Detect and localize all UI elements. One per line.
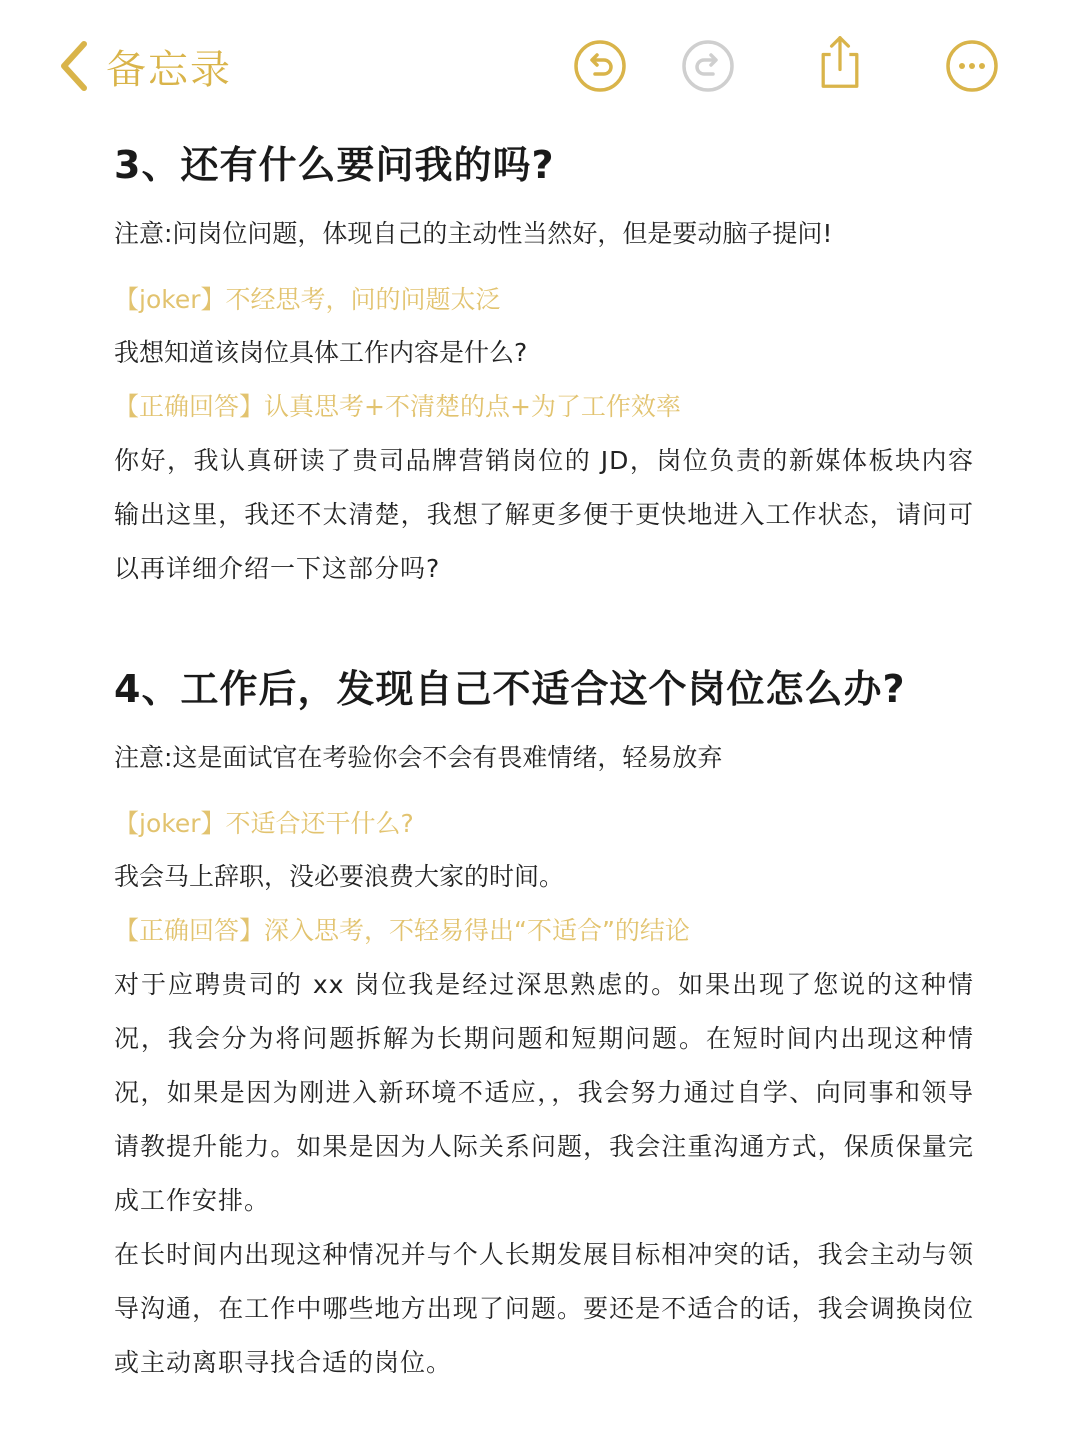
undo-button[interactable]	[572, 38, 628, 94]
section-4-correct-answer-1: 对于应聘贵司的 xx 岗位我是经过深思熟虑的。如果出现了您说的这种情况，我会分为将问题拆解为长期问题和短期问题。在短时间内出现这种情况，如果是因为刚进入新环境不适应，，我会努力通过自学、向同事和领导请教提升能力。如果是因为人际关系问题，我会注重沟通方式，保质保量完成工作安排。	[114, 970, 974, 1215]
more-button[interactable]	[944, 38, 1000, 94]
back-label: 备忘录	[106, 46, 232, 93]
section-3-joker-label: 【joker】不经思考，问的问题太泛	[114, 285, 501, 314]
section-4-correct-label: 【正确回答】深入思考，不轻易得出“不适合”的结论	[114, 916, 690, 945]
section-4-correct-answer-2: 在长时间内出现这种情况并与个人长期发展目标相冲突的话，我会主动与领导沟通，在工作中哪些地方出现了问题。要还是不适合的话，我会调换岗位或主动离职寻找合适的岗位。	[114, 1240, 974, 1377]
note-body[interactable]	[114, 130, 974, 1390]
section-3-correct-answer: 你好，我认真研读了贵司品牌营销岗位的 JD，岗位负责的新媒体板块内容输出这里，我还不太清楚，我想了解更多便于更快地进入工作状态，请问可以再详细介绍一下这部分吗?	[114, 446, 974, 583]
section-3-correct-label: 【正确回答】认真思考+不清楚的点+为了工作效率	[114, 392, 681, 421]
toolbar	[0, 0, 1080, 130]
section-3-joker-answer: 我想知道该岗位具体工作内容是什么?	[114, 338, 528, 367]
more-icon	[944, 38, 1000, 94]
redo-icon	[680, 38, 736, 94]
section-4-note: 注意:这是面试官在考验你会不会有畏难情绪，轻易放弃	[114, 743, 723, 772]
back-button[interactable]	[56, 34, 232, 98]
section-4-joker-answer: 我会马上辞职，没必要浪费大家的时间。	[114, 862, 565, 891]
share-icon	[812, 34, 868, 90]
section-4-heading: 4、工作后，发现自己不适合这个岗位怎么办?	[114, 667, 906, 711]
undo-icon	[572, 38, 628, 94]
redo-button[interactable]	[680, 38, 736, 94]
section-4-joker-label: 【joker】不适合还干什么?	[114, 809, 414, 838]
section-3-heading: 3、还有什么要问我的吗?	[114, 143, 555, 187]
chevron-left-icon	[56, 40, 90, 92]
share-button[interactable]	[812, 34, 868, 90]
section-3-note: 注意:问岗位问题，体现自己的主动性当然好，但是要动脑子提问!	[114, 219, 833, 248]
